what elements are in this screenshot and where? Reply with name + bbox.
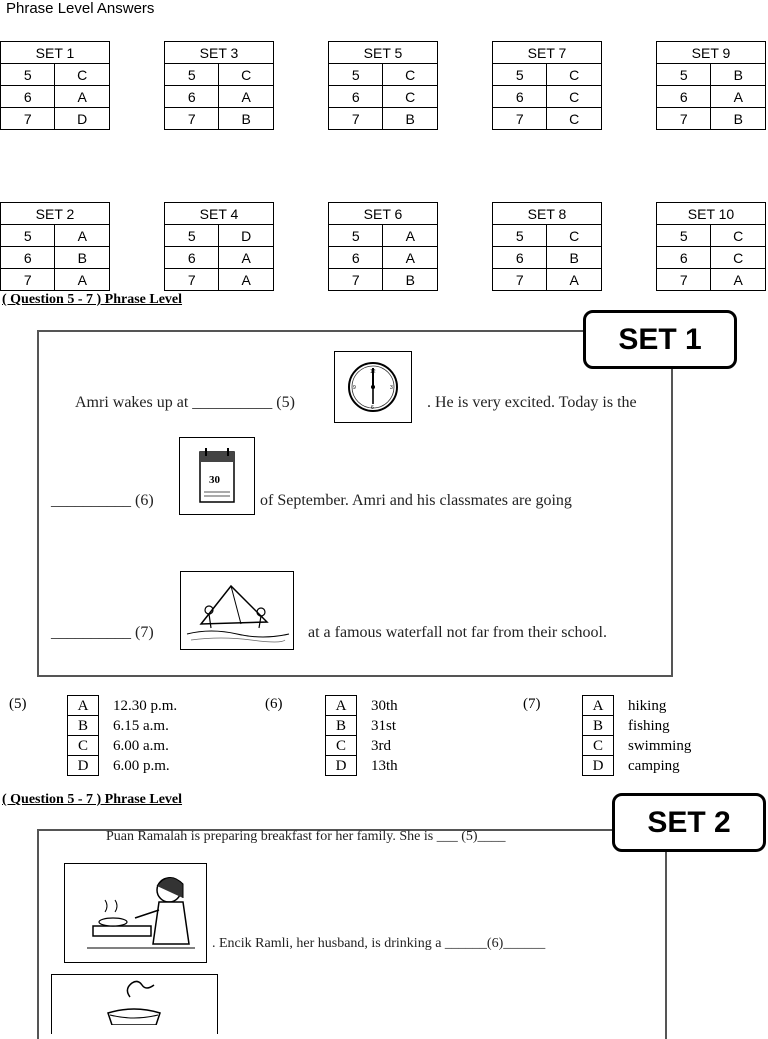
question-7-number: (7) bbox=[523, 696, 541, 712]
question-number-cell: 6 bbox=[165, 247, 219, 269]
question-number-cell: 7 bbox=[1, 108, 55, 130]
question-6-number: (6) bbox=[265, 696, 283, 712]
option-row bbox=[583, 756, 692, 776]
question-number-cell: 6 bbox=[657, 247, 711, 269]
answer-letter-cell: C bbox=[711, 225, 766, 247]
answer-table-title: SET 1 bbox=[1, 42, 110, 64]
set1-line1-start: Amri wakes up at __________ (5) bbox=[75, 394, 295, 411]
answer-row bbox=[329, 225, 438, 247]
set2-badge: SET 2 bbox=[612, 793, 766, 852]
option-text: 31st bbox=[371, 717, 397, 734]
answer-letter-cell: C bbox=[711, 247, 766, 269]
set2-section-heading: ( Question 5 - 7 ) Phrase Level bbox=[2, 792, 183, 807]
answer-row bbox=[165, 269, 274, 291]
answer-table bbox=[656, 41, 766, 130]
option-row bbox=[326, 756, 399, 776]
question-number-cell: 7 bbox=[493, 269, 547, 291]
option-row bbox=[68, 696, 178, 716]
answer-table bbox=[492, 202, 602, 291]
question-number-cell: 7 bbox=[493, 108, 547, 130]
question-number-cell: 6 bbox=[1, 247, 55, 269]
option-text: swimming bbox=[628, 737, 692, 754]
svg-text:12: 12 bbox=[370, 369, 376, 375]
question-5-number: (5) bbox=[9, 696, 27, 712]
answer-table-title: SET 9 bbox=[657, 42, 766, 64]
question-number-cell: 6 bbox=[493, 247, 547, 269]
question-number-cell: 5 bbox=[493, 64, 547, 86]
set1-line2-start: __________ (6) bbox=[51, 492, 154, 509]
answer-letter-cell: B bbox=[547, 247, 602, 269]
calendar-picture bbox=[179, 437, 255, 515]
answer-letter-cell: A bbox=[219, 247, 274, 269]
answer-letter-cell: C bbox=[219, 64, 274, 86]
option-letter: B bbox=[326, 716, 357, 736]
option-text: 6.00 p.m. bbox=[113, 757, 170, 774]
answer-row bbox=[657, 269, 766, 291]
steaming-cup-icon bbox=[52, 975, 217, 1025]
answer-row bbox=[1, 108, 110, 130]
answer-table-title: SET 7 bbox=[493, 42, 602, 64]
question-number-cell: 7 bbox=[165, 108, 219, 130]
answer-letter-cell: A bbox=[383, 247, 438, 269]
answer-row bbox=[165, 108, 274, 130]
answer-letter-cell: B bbox=[55, 247, 110, 269]
question-number-cell: 5 bbox=[1, 225, 55, 247]
option-letter: B bbox=[68, 716, 99, 736]
answer-row bbox=[657, 247, 766, 269]
answer-table bbox=[164, 202, 274, 291]
answer-letter-cell: D bbox=[219, 225, 274, 247]
drink-picture bbox=[51, 974, 218, 1034]
svg-text:3: 3 bbox=[390, 385, 393, 391]
answer-row bbox=[329, 269, 438, 291]
answer-letter-cell: A bbox=[547, 269, 602, 291]
answer-table-title: SET 8 bbox=[493, 203, 602, 225]
set1-line1-end: . He is very excited. Today is the bbox=[427, 394, 637, 411]
set1-line2-end: of September. Amri and his classmates are going bbox=[260, 492, 572, 509]
answer-row bbox=[329, 86, 438, 108]
answer-row bbox=[165, 247, 274, 269]
answer-letter-cell: C bbox=[547, 225, 602, 247]
answer-table-title: SET 3 bbox=[165, 42, 274, 64]
question-number-cell: 5 bbox=[329, 225, 383, 247]
option-row bbox=[326, 716, 399, 736]
answer-letter-cell: C bbox=[547, 108, 602, 130]
clock-picture bbox=[334, 351, 412, 423]
answer-row bbox=[493, 64, 602, 86]
question-number-cell: 5 bbox=[657, 225, 711, 247]
answer-table bbox=[328, 41, 438, 130]
option-row bbox=[68, 736, 178, 756]
option-row bbox=[326, 696, 399, 716]
option-row bbox=[583, 716, 692, 736]
answer-table bbox=[492, 41, 602, 130]
question-7-options bbox=[582, 695, 692, 776]
option-text: 3rd bbox=[371, 737, 391, 754]
answer-row bbox=[493, 269, 602, 291]
option-row bbox=[326, 736, 399, 756]
option-letter: D bbox=[68, 756, 99, 776]
question-number-cell: 7 bbox=[657, 269, 711, 291]
option-text: 12.30 p.m. bbox=[113, 697, 178, 714]
answer-letter-cell: A bbox=[55, 225, 110, 247]
calendar-day-text: 30 bbox=[209, 474, 220, 486]
answer-row bbox=[1, 86, 110, 108]
set2-line1: Puan Ramalah is preparing breakfast for her family. She is ___ (5)____ bbox=[106, 829, 506, 844]
option-letter: C bbox=[583, 736, 614, 756]
answer-letter-cell: C bbox=[383, 64, 438, 86]
answer-letter-cell: A bbox=[219, 269, 274, 291]
answer-row bbox=[657, 108, 766, 130]
option-row bbox=[583, 736, 692, 756]
option-row bbox=[68, 716, 178, 736]
tent-icon bbox=[181, 572, 293, 649]
answer-table bbox=[164, 41, 274, 130]
answer-letter-cell: C bbox=[55, 64, 110, 86]
set1-line3-start: __________ (7) bbox=[51, 624, 154, 641]
camping-picture bbox=[180, 571, 294, 650]
option-row bbox=[68, 756, 178, 776]
question-number-cell: 5 bbox=[1, 64, 55, 86]
answer-letter-cell: A bbox=[55, 86, 110, 108]
option-row bbox=[583, 696, 692, 716]
answer-row bbox=[165, 64, 274, 86]
option-letter: A bbox=[326, 696, 357, 716]
question-number-cell: 7 bbox=[1, 269, 55, 291]
answer-table bbox=[0, 202, 110, 291]
set1-badge: SET 1 bbox=[583, 310, 737, 369]
answer-letter-cell: A bbox=[219, 86, 274, 108]
answer-row bbox=[657, 86, 766, 108]
answer-letter-cell: A bbox=[711, 269, 766, 291]
option-letter: D bbox=[583, 756, 614, 776]
answer-table bbox=[0, 41, 110, 130]
answer-row bbox=[493, 225, 602, 247]
option-letter: B bbox=[583, 716, 614, 736]
answer-row bbox=[493, 86, 602, 108]
svg-text:6: 6 bbox=[371, 405, 374, 411]
question-5-options bbox=[67, 695, 178, 776]
answer-letter-cell: C bbox=[383, 86, 438, 108]
question-number-cell: 7 bbox=[329, 108, 383, 130]
question-number-cell: 5 bbox=[657, 64, 711, 86]
question-number-cell: 6 bbox=[657, 86, 711, 108]
answer-letter-cell: A bbox=[711, 86, 766, 108]
option-text: camping bbox=[628, 757, 680, 774]
svg-text:9: 9 bbox=[353, 385, 356, 391]
option-letter: D bbox=[326, 756, 357, 776]
clock-icon bbox=[335, 352, 411, 422]
option-text: 6.00 a.m. bbox=[113, 737, 169, 754]
document-title: Phrase Level Answers bbox=[6, 0, 155, 17]
option-text: 13th bbox=[371, 757, 398, 774]
answer-table-title: SET 10 bbox=[657, 203, 766, 225]
question-number-cell: 6 bbox=[329, 86, 383, 108]
answer-table-title: SET 2 bbox=[1, 203, 110, 225]
answer-row bbox=[1, 64, 110, 86]
option-letter: A bbox=[68, 696, 99, 716]
answer-letter-cell: C bbox=[547, 86, 602, 108]
answer-row bbox=[657, 64, 766, 86]
calendar-icon bbox=[180, 438, 254, 514]
answer-letter-cell: B bbox=[383, 269, 438, 291]
answer-row bbox=[329, 108, 438, 130]
question-number-cell: 6 bbox=[165, 86, 219, 108]
answer-letter-cell: A bbox=[55, 269, 110, 291]
answer-row bbox=[493, 247, 602, 269]
answer-letter-cell: B bbox=[711, 64, 766, 86]
question-number-cell: 6 bbox=[493, 86, 547, 108]
option-text: 6.15 a.m. bbox=[113, 717, 169, 734]
answer-row bbox=[1, 225, 110, 247]
answer-table bbox=[656, 202, 766, 291]
answer-row bbox=[165, 86, 274, 108]
answer-row bbox=[493, 108, 602, 130]
set2-line2: . Encik Ramli, her husband, is drinking a ______(6)______ bbox=[212, 936, 546, 951]
cooking-woman-icon bbox=[65, 864, 206, 962]
answer-letter-cell: B bbox=[383, 108, 438, 130]
question-number-cell: 5 bbox=[493, 225, 547, 247]
answer-letter-cell: A bbox=[383, 225, 438, 247]
question-number-cell: 7 bbox=[329, 269, 383, 291]
answer-row bbox=[1, 247, 110, 269]
answer-letter-cell: B bbox=[219, 108, 274, 130]
question-number-cell: 6 bbox=[329, 247, 383, 269]
question-number-cell: 5 bbox=[165, 225, 219, 247]
answer-letter-cell: C bbox=[547, 64, 602, 86]
answer-row bbox=[1, 269, 110, 291]
question-number-cell: 5 bbox=[165, 64, 219, 86]
answer-letter-cell: D bbox=[55, 108, 110, 130]
question-6-options bbox=[325, 695, 399, 776]
set1-line3-end: at a famous waterfall not far from their school. bbox=[308, 624, 607, 641]
option-letter: C bbox=[326, 736, 357, 756]
set1-section-heading: ( Question 5 - 7 ) Phrase Level bbox=[2, 292, 183, 307]
answer-letter-cell: B bbox=[711, 108, 766, 130]
question-number-cell: 5 bbox=[329, 64, 383, 86]
answer-row bbox=[657, 225, 766, 247]
answer-row bbox=[329, 64, 438, 86]
answer-table-title: SET 4 bbox=[165, 203, 274, 225]
option-text: hiking bbox=[628, 697, 667, 714]
answer-table-title: SET 6 bbox=[329, 203, 438, 225]
cooking-picture bbox=[64, 863, 207, 963]
answer-row bbox=[165, 225, 274, 247]
question-number-cell: 7 bbox=[165, 269, 219, 291]
question-number-cell: 6 bbox=[1, 86, 55, 108]
answer-row bbox=[329, 247, 438, 269]
answer-table-title: SET 5 bbox=[329, 42, 438, 64]
option-letter: A bbox=[583, 696, 614, 716]
option-letter: C bbox=[68, 736, 99, 756]
answer-table bbox=[328, 202, 438, 291]
question-number-cell: 7 bbox=[657, 108, 711, 130]
option-text: 30th bbox=[371, 697, 398, 714]
option-text: fishing bbox=[628, 717, 670, 734]
